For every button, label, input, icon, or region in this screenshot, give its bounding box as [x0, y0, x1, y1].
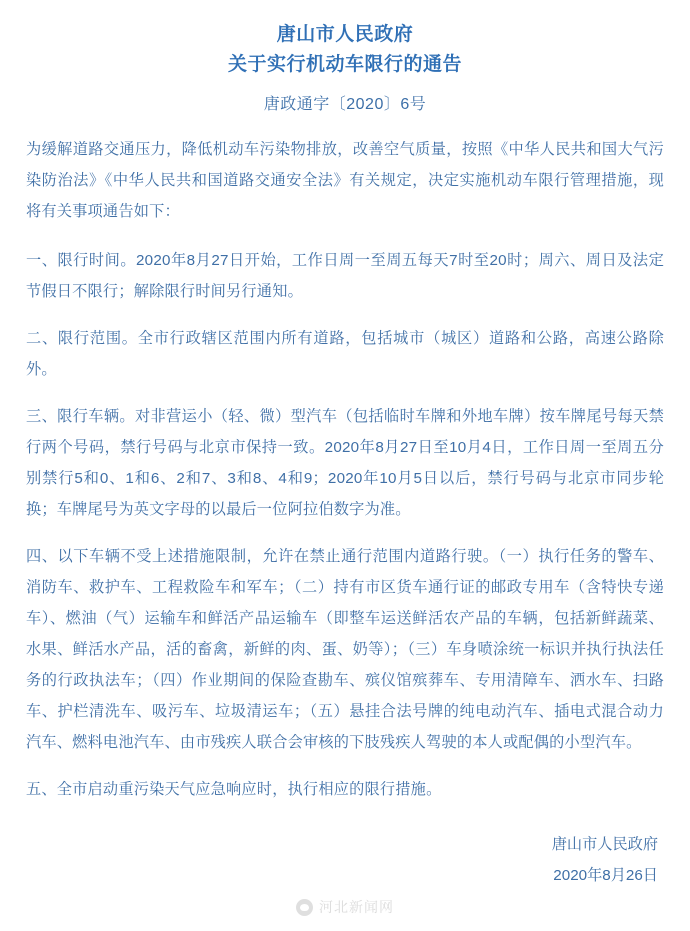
- paragraph-intro: 为缓解道路交通压力，降低机动车污染物排放，改善空气质量，按照《中华人民共和国大气污染防治法》《中华人民共和国道路交通安全法》有关规定，决定实施机动车限行管理措施，现将有关事项通告如下：: [26, 141, 664, 220]
- watermark-text: 河北新闻网: [319, 899, 394, 915]
- document-number: 唐政通字〔2020〕6号: [263, 96, 427, 113]
- signature-block: [26, 829, 664, 891]
- paragraph-item-2: 二、限行范围。全市行政辖区范围内所有道路，包括城市（城区）道路和公路，高速公路除外。: [26, 330, 664, 378]
- weibo-icon: [296, 899, 313, 916]
- document-body: [26, 134, 664, 805]
- paragraph-item-4: 四、以下车辆不受上述措施限制，允许在禁止通行范围内道路行驶。（一）执行任务的警车、消防车、救护车、工程救险车和军车；（二）持有市区货车通行证的邮政专用车（含特快专递车）、燃油（气）运输车和鲜活产品运输车（即整车运送鲜活农产品的车辆，包括新鲜蔬菜、水果、鲜活水产品，活的畜禽，新鲜的肉、蛋、奶等）；（三）车身喷涂统一标识并执行执法任务的行政执法车；（四）作业期间的保险查勘车、殡仪馆殡葬车、专用清障车、洒水车、扫路车、护栏清洗车、吸污车、垃圾清运车；（五）悬挂合法号牌的纯电动汽车、插电式混合动力汽车、燃料电池汽车、由市残疾人联合会审核的下肢残疾人驾驶的本人或配偶的小型汽车。: [26, 548, 664, 751]
- paragraph-item-3: 三、限行车辆。对非营运小（轻、微）型汽车（包括临时车牌和外地车牌）按车牌尾号每天禁行两个号码，禁行号码与北京市保持一致。2020年8月27日至10月4日，工作日周一至周五分别禁行5和0、1和6、2和7、3和8、4和9；2020年10月5日以后，禁行号码与北京市同步轮换；车牌尾号为英文字母的以最后一位阿拉伯数字为准。: [26, 408, 664, 518]
- signature-date: 2020年8月26日: [553, 867, 658, 884]
- document-title-line-1: 唐山市人民政府: [276, 24, 414, 45]
- document-title-block: [26, 20, 664, 80]
- watermark: [0, 897, 690, 917]
- signature-issuer: 唐山市人民政府: [551, 836, 658, 853]
- paragraph-item-1: 一、限行时间。2020年8月27日开始，工作日周一至周五每天7时至20时；周六、周日及法定节假日不限行；解除限行时间另行通知。: [26, 252, 664, 300]
- document-title-line-2: 关于实行机动车限行的通告: [227, 54, 462, 75]
- paragraph-item-5: 五、全市启动重污染天气应急响应时，执行相应的限行措施。: [26, 781, 442, 798]
